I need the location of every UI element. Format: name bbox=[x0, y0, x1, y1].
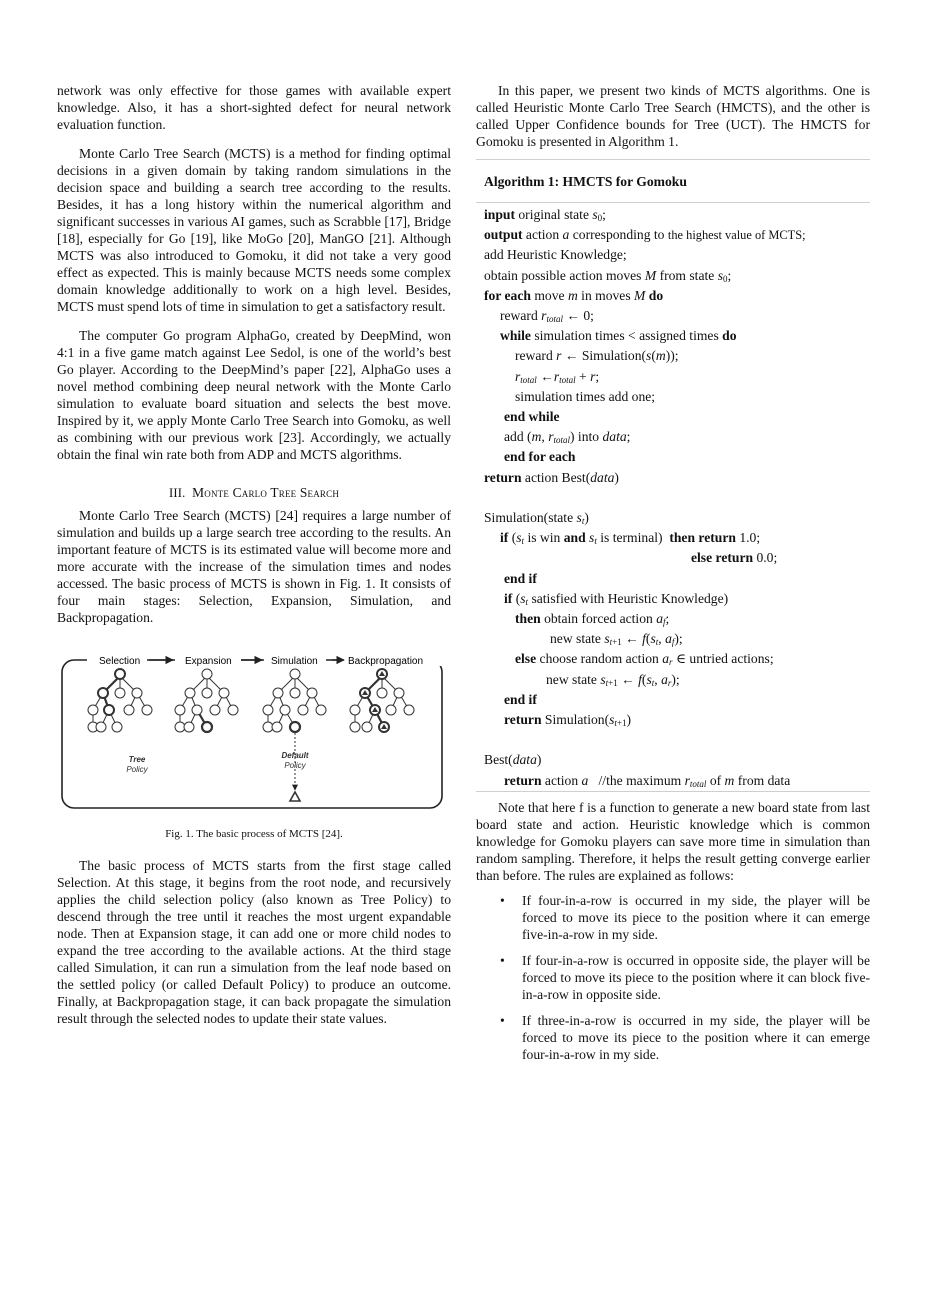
algorithm-line: for each move m in moves M do bbox=[484, 287, 664, 303]
stage-label-backpropagation: Backpropagation bbox=[348, 656, 424, 667]
algorithm-line: if ($s_t$ is win and $s_t$ is terminal) then return 1.0; bbox=[500, 530, 761, 547]
algorithm-line: end if bbox=[504, 570, 537, 586]
algorithm-line: new state $s_{t+1}$ ← $f(s_t$, $a_r$); bbox=[546, 671, 680, 688]
algorithm-line: add Heuristic Knowledge; bbox=[484, 247, 627, 263]
tree-selection bbox=[88, 669, 152, 732]
algorithm-line: end for each bbox=[504, 449, 576, 465]
algorithm-line: then obtain forced action $a_f$; bbox=[515, 611, 670, 628]
tree-policy-label: Policy bbox=[126, 765, 148, 774]
algorithm-line: end if bbox=[504, 691, 537, 707]
section-heading bbox=[57, 485, 451, 501]
default-policy-label: Default bbox=[281, 751, 309, 760]
algorithm-line: $r_{total}$ $\leftarrow r_{total} + r$; bbox=[515, 368, 600, 385]
algorithm-line: reward r ← Simulation(s(m)); bbox=[515, 348, 679, 364]
algorithm-line: if ($s_t$ satisfied with Heuristic Knowledge) bbox=[504, 590, 729, 607]
section-title: Monte Carlo Tree Search bbox=[192, 485, 340, 500]
stage-label-selection: Selection bbox=[99, 656, 141, 667]
figure-caption: Fig. 1. The basic process of MCTS [24]. bbox=[165, 828, 343, 840]
stage-label-expansion: Expansion bbox=[185, 656, 232, 667]
paragraph: Monte Carlo Tree Search (MCTS) is a method for finding optimal decisions in a given domain by taking random simulations in the decision space and building a search tree according to the results. Besides, it has a long history within the numerical algorithm and significant successes in various AI games, such as Scrabble [17], Bridge [18], especially for Go [19], like MoGo [20], ManGO [21]. Although MCTS was also introduced to Gomoku, it did not take a very good effect as expected. This is mainly because MCTS needs some complex domain knowledge additionally to work on a high level. Besides, MCTS must spend lots of time in simulation to get a satisfactory result. bbox=[57, 146, 451, 314]
rule-text: If four-in-a-row is occurred in opposite side, the player will be forced to move its piece to the position where it can block five-in-a-row in opposite side. bbox=[522, 952, 870, 1002]
algorithm-line: reward $r_{total}$ ← 0; bbox=[500, 308, 594, 325]
algorithm-box bbox=[476, 159, 870, 792]
tree-simulation bbox=[263, 669, 326, 801]
algorithm-line: else choose random action $a_r$ ∈ untried actions; bbox=[515, 651, 774, 668]
default-policy-label: Policy bbox=[284, 761, 306, 770]
right-column bbox=[476, 82, 870, 1072]
algorithm-body bbox=[476, 203, 870, 791]
paragraph: The basic process of MCTS starts from the first stage called Selection. At this stage, it begins from the root node, and recursively applies the child selection policy (also known as Tree Policy) to descend through the tree until it reaches the most urgent expandable node. Then at Expansion stage, it can add one or more child nodes to expand the tree according to the available actions. At the third stage called Simulation, it can run a simulation from the leaf node based on the settled policy (or called Default Policy) to produce an outcome. Finally, at Backpropagation stage, it can back propagate the simulation result through the selected nodes to update their state values. bbox=[57, 858, 451, 1026]
rule-text: If three-in-a-row is occurred in my side, the player will be forced to move its piece to the position where it can emerge four-in-a-row in my side. bbox=[522, 1012, 870, 1062]
left-column bbox=[57, 82, 451, 1027]
algorithm-title: Algorithm 1: HMCTS for Gomoku bbox=[484, 174, 687, 189]
algorithm-line: else return 0.0; bbox=[691, 550, 778, 566]
paragraph: In this paper, we present two kinds of MCTS algorithms. One is called Heuristic Monte Carlo Tree Search (HMCTS), and the other is called Upper Confidence bounds for Tree (UCT). The HMCTS for Gomoku is presented in Algorithm 1. bbox=[476, 83, 870, 149]
algorithm-line: obtain possible action moves M from state $s_0$; bbox=[484, 267, 732, 284]
tree-policy-label: Tree bbox=[128, 755, 146, 764]
list-item: • If four-in-a-row is occurred in my side, the player will be forced to move its piece to the position where it can emerge five-in-a-row in my side. bbox=[500, 892, 870, 942]
mcts-diagram bbox=[57, 654, 451, 818]
paragraph: network was only effective for those games with available expert knowledge. Also, it has a short-sighted defect for neural network evaluation function. bbox=[57, 83, 451, 132]
algorithm-line: output action a corresponding to the highest value of MCTS; bbox=[484, 227, 806, 243]
section-number: III. bbox=[168, 486, 186, 500]
paragraph: The computer Go program AlphaGo, created by DeepMind, won 4:1 in a five game match against Lee Sedol, is one of the world’s best Go player. According to the DeepMind’s paper [22], AlphaGo uses a novel method combining deep neural network with the Monte Carlo simulation to evaluate board situation and selects the best move. Inspired by it, we apply Monte Carlo Tree Search into Gomoku, as well as combining with our previous work [23]. Accordingly, we actually obtain the final win rate both from ADP and MCTS algorithms. bbox=[57, 328, 451, 462]
algorithm-line: return action a //the maximum $r_{total}$ of m from data bbox=[504, 772, 791, 789]
algorithm-line: Best(data) bbox=[484, 752, 542, 768]
paragraph: Note that here f is a function to generate a new board state from last board state and action. Heuristic knowledge which is common knowledge for Gomoku players can save more time in simulation than random sampling. Therefore, it helps the result getting converge earlier than before. The rules are explained as follows: bbox=[476, 799, 870, 883]
algorithm-line: simulation times add one; bbox=[515, 388, 656, 404]
algorithm-line: end while bbox=[504, 409, 560, 425]
algorithm-line: input original state $s_0$; bbox=[484, 207, 606, 223]
algorithm-line: Simulation(state $s_t$) bbox=[484, 510, 589, 527]
figure-1 bbox=[57, 654, 451, 841]
algorithm-line: return $Simulation(s_{t+1})$ bbox=[504, 712, 632, 729]
list-item: • If three-in-a-row is occurred in my side, the player will be forced to move its piece to the position where it can emerge four-in-a-row in my side. bbox=[500, 1012, 870, 1062]
tree-backpropagation bbox=[350, 669, 414, 732]
rules-list bbox=[476, 892, 870, 1063]
paragraph: Monte Carlo Tree Search (MCTS) [24] requires a large number of simulation and builds up a large search tree according to the results. An important feature of MCTS is its estimated value will become more and more accurate with the increase of the simulation times and nodes accessed. The basic process of MCTS is shown in Fig. 1. It consists of four main stages: Selection, Expansion, Simulation, and Backpropagation. bbox=[57, 508, 451, 625]
list-item: • If four-in-a-row is occurred in opposite side, the player will be forced to move its piece to the position where it can block five-in-a-row in opposite side. bbox=[500, 952, 870, 1002]
tree-expansion bbox=[175, 669, 238, 732]
algorithm-line: add (m, $r_{total}$) into data; bbox=[504, 429, 631, 446]
algorithm-line: while simulation times < assigned times do bbox=[500, 328, 737, 344]
rule-text: If four-in-a-row is occurred in my side, the player will be forced to move its piece to the position where it can emerge five-in-a-row in my side. bbox=[522, 892, 870, 942]
figure-frame bbox=[62, 660, 442, 808]
algorithm-line: new state $s_{t+1}$ ← $f(s_t$, $a_f$); bbox=[550, 631, 683, 648]
algorithm-line: return action Best(data) bbox=[484, 469, 619, 485]
stage-label-simulation: Simulation bbox=[271, 656, 318, 667]
